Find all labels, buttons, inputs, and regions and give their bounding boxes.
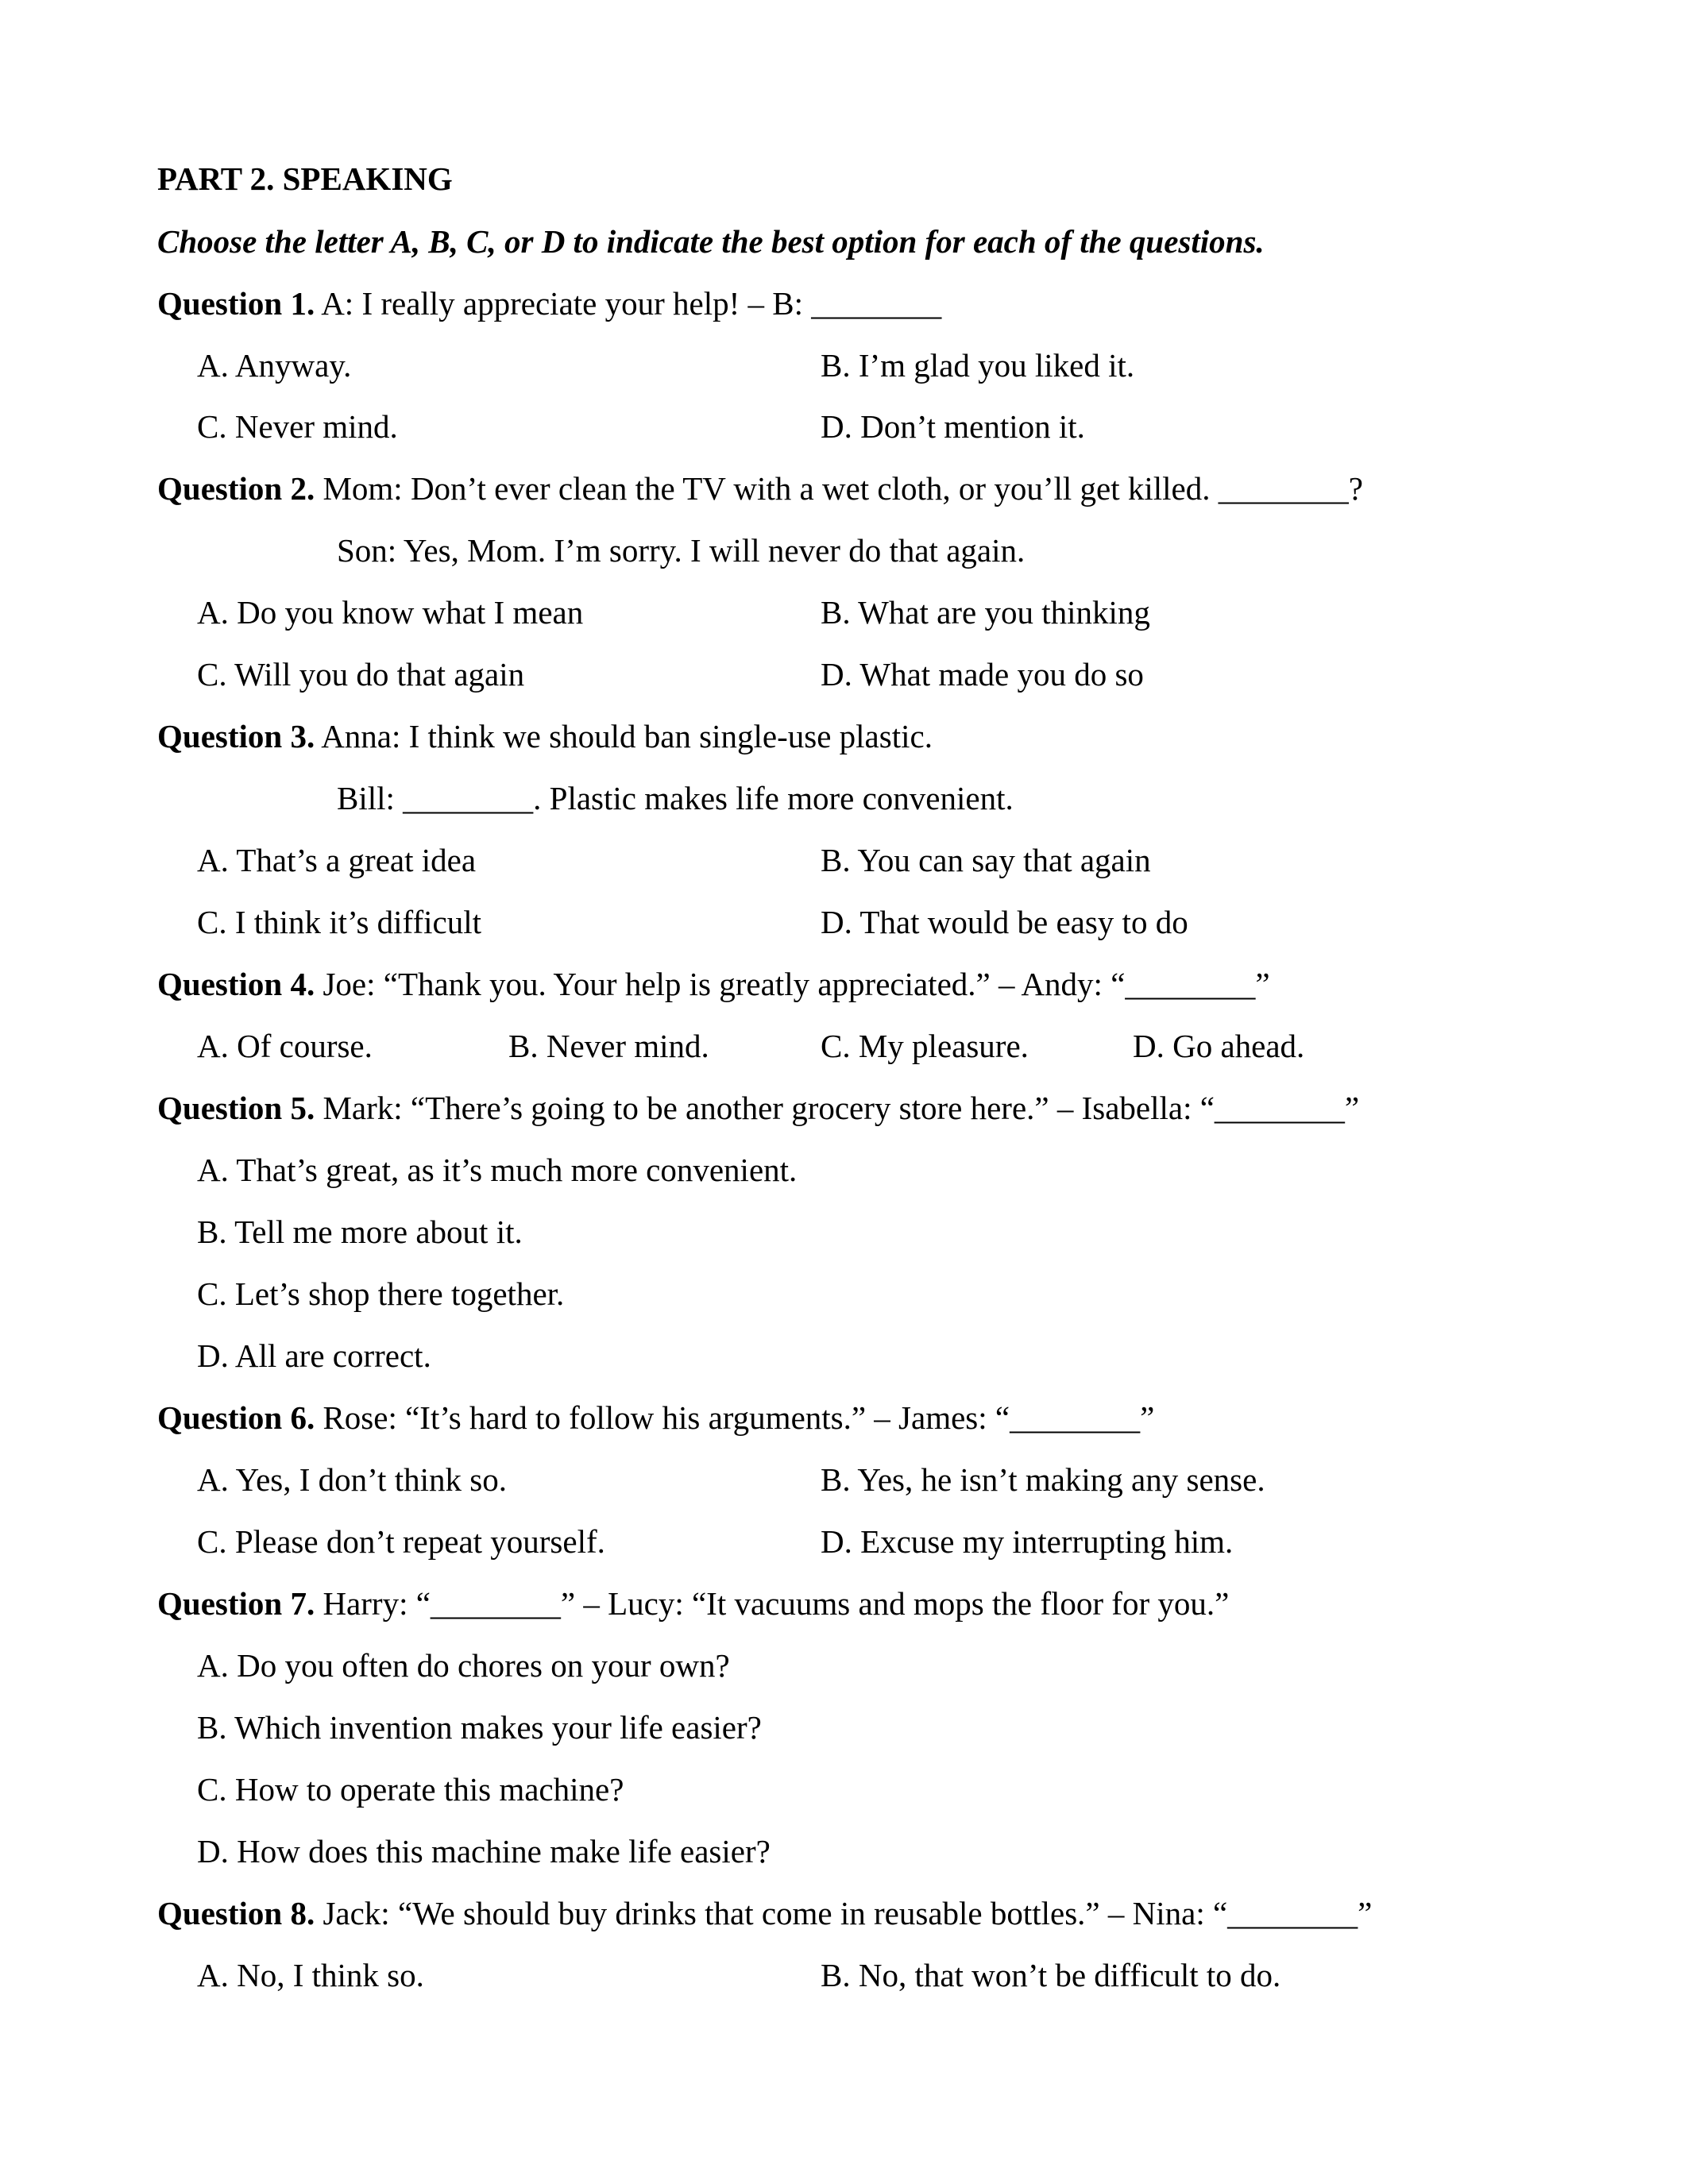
q4-option-c: C. My pleasure. <box>821 1028 1029 1064</box>
q2-option-c: C. Will you do that again <box>197 656 525 693</box>
question-7 <box>157 1585 1230 1622</box>
question-number: Question 1. <box>157 285 315 322</box>
q1-option-d: D. Don’t mention it. <box>821 408 1085 445</box>
question-5 <box>157 1092 1359 1125</box>
q3-option-a: A. That’s a great idea <box>197 842 477 878</box>
q5-option-d: D. All are correct. <box>197 1337 431 1374</box>
question-2 <box>157 470 1363 507</box>
question-number: Question 2. <box>157 470 315 507</box>
question-4 <box>157 968 1270 1001</box>
question-8 <box>157 1897 1372 1930</box>
q2-option-b: B. What are you thinking <box>821 594 1150 631</box>
question-text: Mark: “There’s going to be another grocery store here.” – Isabella: “________” <box>315 1090 1360 1126</box>
q7-option-d: D. How does this machine make life easier? <box>197 1833 771 1870</box>
q7-option-b: B. Which invention makes your life easier? <box>197 1709 762 1746</box>
question-text: Jack: “We should buy drinks that come in reusable bottles.” – Nina: “________” <box>315 1895 1373 1931</box>
q6-option-c: C. Please don’t repeat yourself. <box>197 1523 605 1560</box>
q5-option-c: C. Let’s shop there together. <box>197 1275 565 1312</box>
instruction: Choose the letter A, B, C, or D to indicate the best option for each of the questions. <box>157 223 1265 260</box>
q4-option-d: D. Go ahead. <box>1133 1028 1305 1064</box>
q5-option-a: A. That’s great, as it’s much more convenient. <box>197 1152 798 1188</box>
q2-option-d: D. What made you do so <box>821 656 1144 693</box>
q3-option-d: D. That would be easy to do <box>821 904 1188 940</box>
q6-option-b: B. Yes, he isn’t making any sense. <box>821 1461 1265 1498</box>
part-title: PART 2. SPEAKING <box>157 160 453 197</box>
question-text: Harry: “________” – Lucy: “It vacuums and mops the floor for you.” <box>315 1585 1230 1622</box>
q3-option-c: C. I think it’s difficult <box>197 904 481 940</box>
question-number: Question 5. <box>157 1090 315 1126</box>
q2-reply: Son: Yes, Mom. I’m sorry. I will never do that again. <box>337 532 1026 569</box>
q1-option-c: C. Never mind. <box>197 408 398 445</box>
q5-option-b: B. Tell me more about it. <box>197 1214 523 1250</box>
question-number: Question 7. <box>157 1585 315 1622</box>
question-number: Question 4. <box>157 966 315 1002</box>
q8-option-b: B. No, that won’t be difficult to do. <box>821 1957 1281 1993</box>
q1-option-a: A. Anyway. <box>197 347 352 384</box>
q4-option-a: A. Of course. <box>197 1028 373 1064</box>
question-text: Rose: “It’s hard to follow his arguments.” – James: “________” <box>315 1399 1155 1436</box>
q6-option-d: D. Excuse my interrupting him. <box>821 1523 1234 1560</box>
q3-option-b: B. You can say that again <box>821 842 1151 878</box>
question-text: Anna: I think we should ban single-use plastic. <box>315 718 933 754</box>
question-number: Question 8. <box>157 1895 315 1931</box>
question-text: Mom: Don’t ever clean the TV with a wet cloth, or you’ll get killed. ________? <box>315 470 1363 507</box>
question-text: A: I really appreciate your help! – B: ________ <box>315 285 942 322</box>
q8-option-a: A. No, I think so. <box>197 1957 424 1993</box>
q7-option-a: A. Do you often do chores on your own? <box>197 1647 730 1684</box>
question-number: Question 6. <box>157 1399 315 1436</box>
q7-option-c: C. How to operate this machine? <box>197 1771 624 1808</box>
question-3 <box>157 720 933 753</box>
q4-option-b: B. Never mind. <box>508 1028 709 1064</box>
q2-option-a: A. Do you know what I mean <box>197 594 584 631</box>
q3-reply: Bill: ________. Plastic makes life more convenient. <box>337 780 1014 816</box>
question-6 <box>157 1399 1155 1436</box>
q6-option-a: A. Yes, I don’t think so. <box>197 1461 507 1498</box>
question-number: Question 3. <box>157 718 315 754</box>
q1-option-b: B. I’m glad you liked it. <box>821 347 1135 384</box>
question-text: Joe: “Thank you. Your help is greatly appreciated.” – Andy: “________” <box>315 966 1270 1002</box>
question-1 <box>157 287 941 320</box>
